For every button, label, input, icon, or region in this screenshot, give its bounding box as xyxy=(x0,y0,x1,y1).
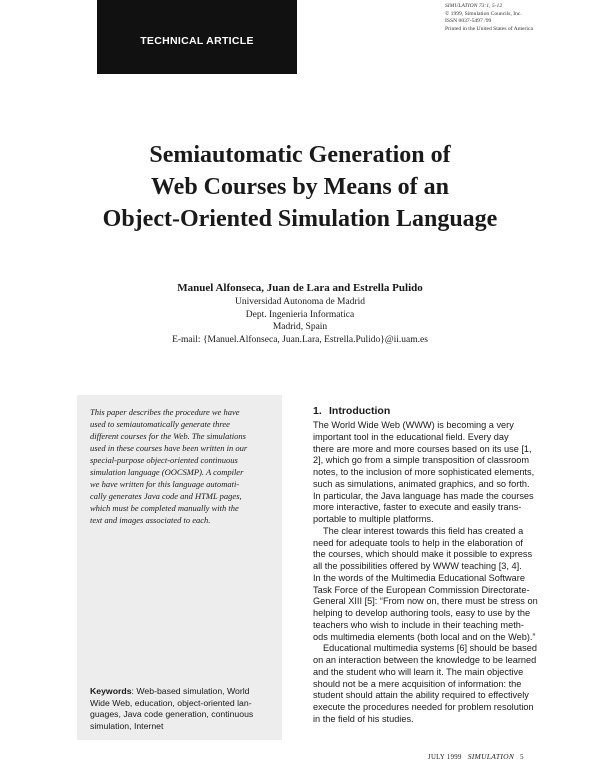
affiliation-university: Universidad Autonoma de Madrid xyxy=(234,297,366,307)
abstract-line: used in these courses have been written in our xyxy=(90,443,248,453)
body-line: important tool in the educational field. Every day xyxy=(313,431,509,442)
abstract-text xyxy=(90,406,275,526)
body-line: execute the procedures needed for problem resolution xyxy=(313,702,534,712)
body-line: more interactive, faster to execute and easily trans- xyxy=(313,502,522,513)
keywords-first-line xyxy=(90,686,280,698)
body-line: The clear interest towards this field has created a xyxy=(323,525,524,536)
body-line: The World Wide Web (WWW) is becoming a very xyxy=(313,420,514,430)
footer-journal: SIMULATION xyxy=(467,752,515,761)
body-line: Educational multimedia systems [6] should be based xyxy=(323,643,537,654)
body-line: In particular, the Java language has made the courses xyxy=(313,490,534,501)
body-line: the courses, which should make it possible to express xyxy=(313,549,533,560)
body-line: should not be a mere acquisition of information: the xyxy=(313,678,522,689)
publication-journal-name: SIMULATION xyxy=(445,3,478,9)
keywords-line: simulation, Internet xyxy=(90,720,164,731)
keywords-line: guages, Java code generation, continuous xyxy=(90,709,254,719)
abstract-line: we have written for this language automati- xyxy=(90,479,240,489)
body-line: all the possibilities offered by WWW teaching [3, 4]. xyxy=(313,561,522,571)
abstract-line: simulation language (OOCSMP). A compiler xyxy=(90,467,244,477)
publication-copyright: © 1999, Simulation Councils, Inc. xyxy=(445,10,522,17)
publication-info xyxy=(445,3,595,33)
body-line: and the student who will learn it. The main objective xyxy=(313,666,524,677)
body-line: ods multimedia elements (both local and on the Web).” xyxy=(313,631,536,642)
abstract-line: different courses for the Web. The simulations xyxy=(90,431,246,441)
paper-title xyxy=(60,139,540,235)
abstract-line: which must be completed manually with the xyxy=(90,503,239,513)
publication-journal-line xyxy=(445,3,595,11)
abstract-line: cally generates Java code and HTML pages, xyxy=(90,491,242,501)
author-list: Manuel Alfonseca, Juan de Lara and Estrella Pulido xyxy=(177,282,423,294)
publication-issue: 73:1, 5-12 xyxy=(477,3,503,9)
page-footer xyxy=(428,752,524,761)
section-number: 1. xyxy=(313,405,322,417)
title-line: Object-Oriented Simulation Language xyxy=(102,206,498,232)
abstract-line: text and images associated to each. xyxy=(90,515,211,525)
author-affiliation xyxy=(60,296,540,346)
keywords-block xyxy=(90,686,280,732)
keywords-line: Wide Web, education, object-oriented lan- xyxy=(90,697,252,708)
footer-date: JULY 1999 xyxy=(428,754,462,761)
title-line: Semiautomatic Generation of xyxy=(149,142,451,168)
keywords-label: Keywords xyxy=(90,686,132,696)
publication-printed: Printed in the United States of America xyxy=(445,25,533,32)
body-line: such as simulations, animated graphics, and so forth. xyxy=(313,478,530,489)
section-heading-introduction xyxy=(313,405,390,417)
body-line: 2], which go from a simple transposition of classroom xyxy=(313,455,529,466)
body-line: there are more and more courses based on its use [1, xyxy=(313,443,532,454)
section-title: Introduction xyxy=(329,405,391,417)
body-line: student should attain the ability required to effectively xyxy=(313,690,529,701)
title-line: Web Courses by Means of an xyxy=(150,174,450,200)
body-line: teachers who wish to include in their teaching meth- xyxy=(313,619,524,630)
body-line: In the words of the Multimedia Educational Software xyxy=(313,572,525,583)
body-line: Task Force of the European Commission Directorate- xyxy=(313,584,530,595)
keywords-first-text: : Web-based simulation, World xyxy=(131,686,250,696)
abstract-line: used to semiautomatically generate three xyxy=(90,419,230,429)
body-line: in the field of his studies. xyxy=(313,713,414,724)
body-line: need for adequate tools to help in the elaboration of xyxy=(313,537,523,548)
abstract-line: special-purpose object-oriented continuous xyxy=(90,455,238,465)
affiliation-location: Madrid, Spain xyxy=(272,322,328,332)
article-type-banner xyxy=(97,0,297,74)
body-line: notes, to the inclusion of more sophisticated elements, xyxy=(313,467,535,477)
body-line: on an interaction between the knowledge to be learned xyxy=(313,655,537,665)
publication-issn: ISSN 0037-5497 /99 xyxy=(445,18,492,25)
article-type-label: TECHNICAL ARTICLE xyxy=(140,35,254,47)
affiliation-email: E-mail: {Manuel.Alfonseca, Juan.Lara, Estrella.Pulido}@ii.uam.es xyxy=(172,334,428,345)
page-number: 5 xyxy=(520,754,524,761)
body-line: General XIII [5]: “From now on, there must be stress on xyxy=(313,596,538,607)
introduction-body xyxy=(313,420,558,726)
abstract-line: This paper describes the procedure we have xyxy=(90,407,240,417)
body-line: helping to develop authoring tools, easy to use by the xyxy=(313,608,531,618)
affiliation-department: Dept. Ingenieria Informatica xyxy=(245,309,355,320)
body-line: portable to multiple platforms. xyxy=(313,514,434,524)
